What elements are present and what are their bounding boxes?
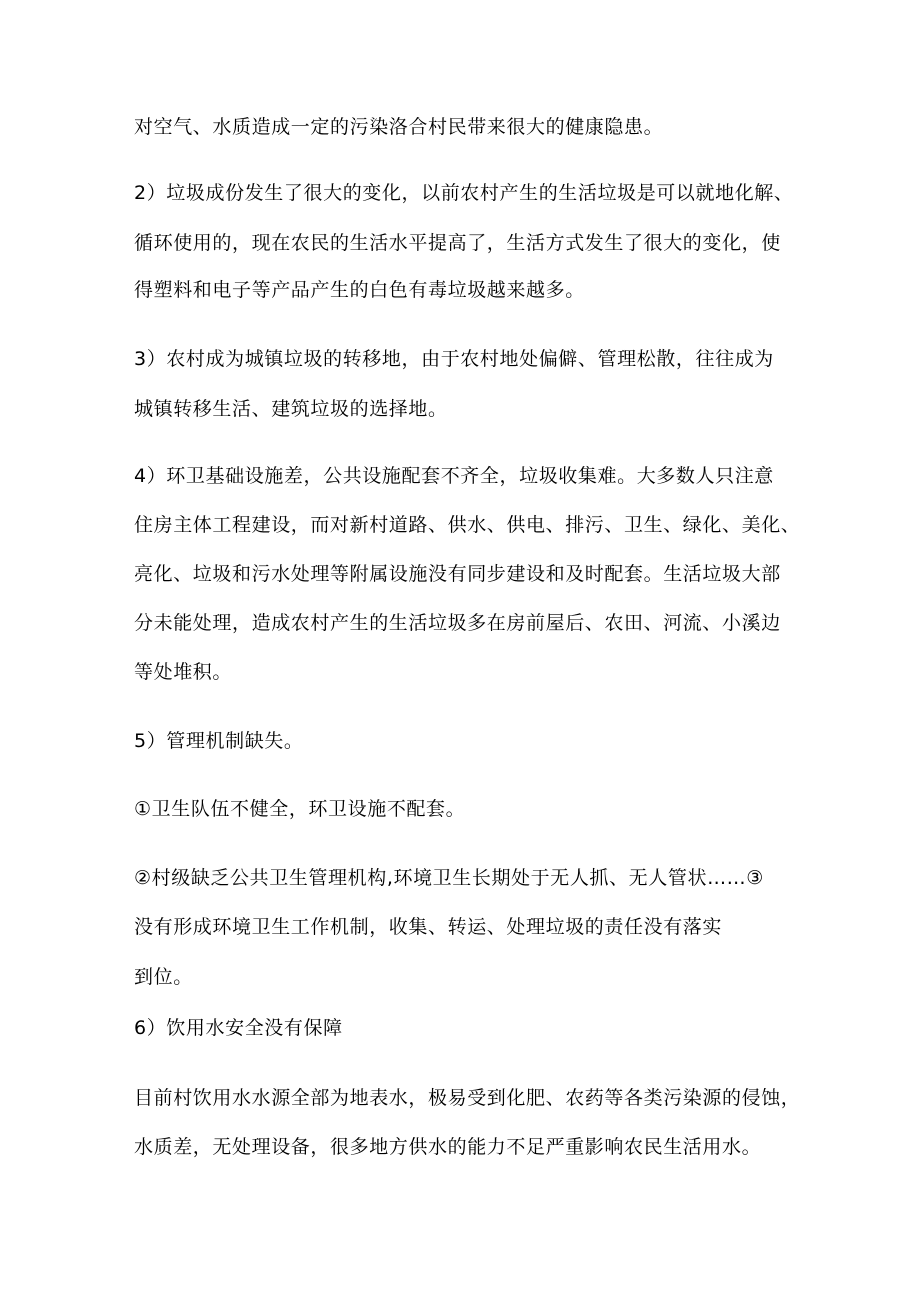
text-line: 等处堆积。 xyxy=(134,661,233,683)
text-line: 分未能处理，造成农村产生的生活垃圾多在房前屋后、农田、河流、小溪边 xyxy=(134,612,781,634)
text-line: 6）饮用水安全没有保障 xyxy=(134,1017,343,1039)
text-line: 得塑料和电子等产品产生的白色有毒垃圾越来越多。 xyxy=(134,279,585,301)
text-line: 4）环卫基础设施差，公共设施配套不齐全，垃圾收集难。大多数人只注意 xyxy=(134,465,774,487)
text-line: 到位。 xyxy=(134,966,193,988)
text-line: 水质差，无处理设备，很多地方供水的能力不足严重影响农民生活用水。 xyxy=(134,1136,762,1158)
text-line: 循环使用的，现在农民的生活水平提高了，生活方式发生了很大的变化，使 xyxy=(134,232,781,254)
text-line: 住房主体工程建设，而对新村道路、供水、供电、排污、卫生、绿化、美化、 xyxy=(134,514,801,536)
text-line: 目前村饮用水水源全部为地表水，极易受到化肥、农药等各类污染源的侵蚀， xyxy=(134,1087,801,1109)
text-line: 对空气、水质造成一定的污染洛合村民带来很大的健康隐患。 xyxy=(134,116,664,138)
text-line: 城镇转移生活、建筑垃圾的选择地。 xyxy=(134,398,448,420)
text-line: ②村级缺乏公共卫生管理机构,环境卫生长期处于无人抓、无人管状……③ xyxy=(134,867,764,889)
text-line: 3）农村成为城镇垃圾的转移地，由于农村地处偏僻、管理松散，往往成为 xyxy=(134,348,774,370)
text-line: 2）垃圾成份发生了很大的变化，以前农村产生的生活垃圾是可以就地化解、 xyxy=(134,182,794,204)
text-line: 亮化、垃圾和污水处理等附属设施没有同步建设和及时配套。生活垃圾大部 xyxy=(134,563,781,585)
text-line: ①卫生队伍不健全，环卫设施不配套。 xyxy=(134,798,466,820)
text-line: 没有形成环境卫生工作机制，收集、转运、处理垃圾的责任没有落实 xyxy=(134,916,723,938)
text-line: 5）管理机制缺失。 xyxy=(134,730,304,752)
